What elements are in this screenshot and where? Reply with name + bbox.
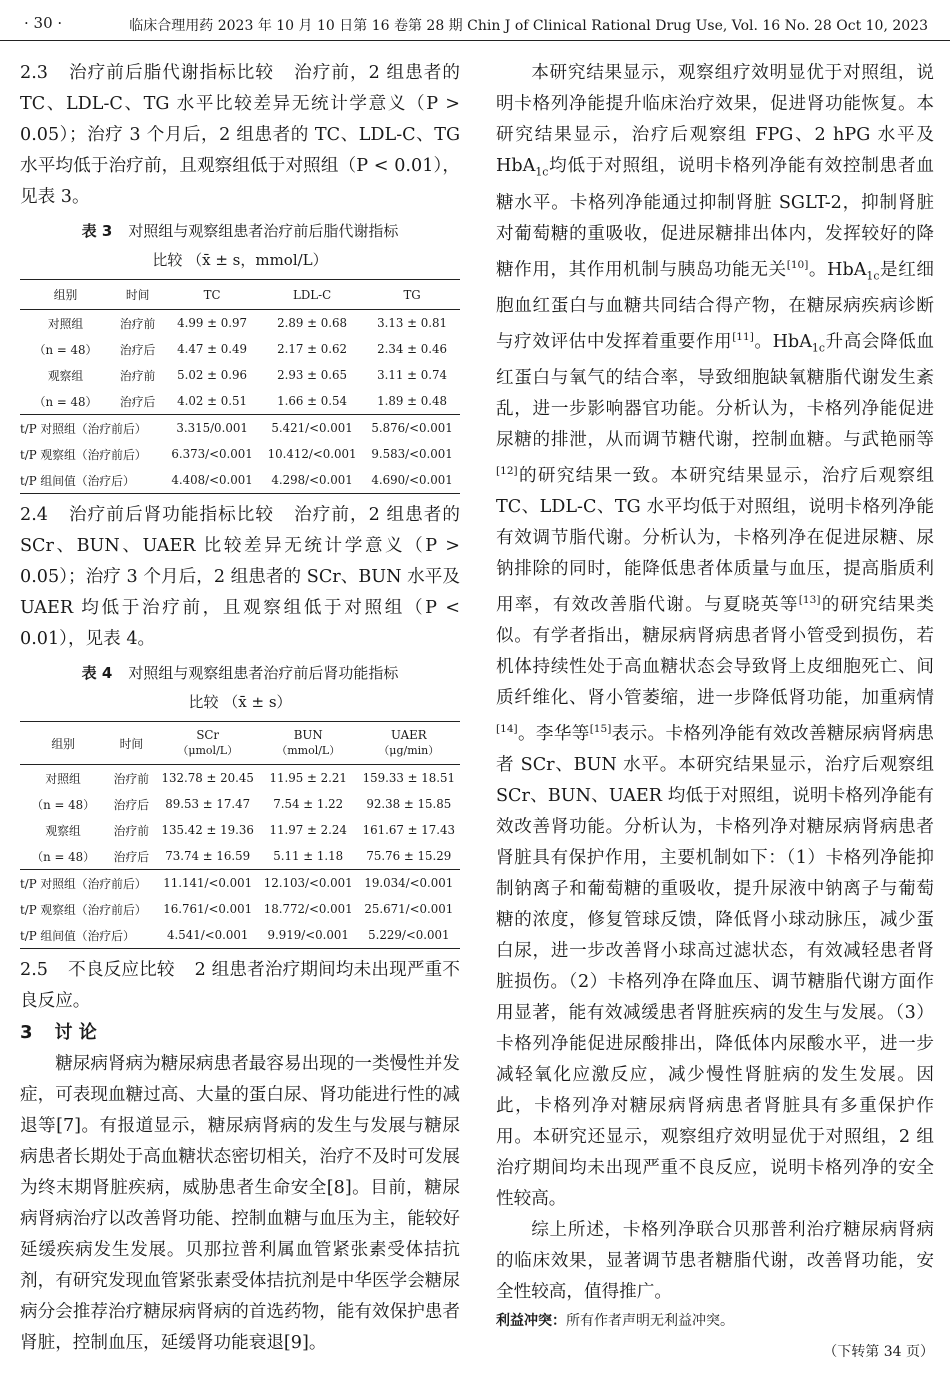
table-header: 时间 <box>106 722 156 765</box>
discussion-paragraph <box>496 58 934 1215</box>
table-cell: 75.76 ± 15.29 <box>366 849 452 863</box>
table-cell: 5.876/<0.001 <box>364 415 460 442</box>
table-cell: 3.11 ± 0.74 <box>377 368 448 382</box>
subscript: 1c <box>811 341 825 355</box>
table-row <box>20 310 460 337</box>
text-run: 表示。卡格列净能有效改善糖尿病肾病患者 SCr、BUN 水平。本研究结果显示，治疗后观察组 SCr、BUN、UAER 均低于对照组，说明卡格列净能有效改善肾功能。分析认为，卡格列净对糖尿病肾病患者肾脏具有保护作用，主要机制如下：（1）卡格列净能抑制钠离子和葡萄糖的重吸收，提升尿液中钠离子与葡萄糖的浓度，修复管球反馈，降低肾小球动脉压，减少蛋白尿，进一步改善肾小球高过滤状态，有效减轻患者肾脏损伤。（2）卡格列净在降血压、调节糖脂代谢方面作用显著，能有效减缓患者肾脏疾病的发生与发展。（3）卡格列净能促进尿酸排出，降低体内尿酸水平，进一步减轻氧化应激反应，减少慢性肾脏病的发生发展。因此，卡格列净对糖尿病肾病患者肾脏具有多重保护作用。本研究还显示，观察组疗效明显优于对照组，2 组治疗期间均未出现严重不良反应，说明卡格列净的安全性较高。 <box>496 723 934 1209</box>
table-header: LDL-C <box>260 280 364 310</box>
table-cell: 3.13 ± 0.81 <box>377 316 448 330</box>
citation: [11] <box>732 330 754 343</box>
text-run: 是红细胞血红蛋白与血糖共同结合得产物，在糖尿病疾病诊断与疗效评估中发挥着重要作用 <box>496 259 934 352</box>
section-2-5 <box>20 955 460 1017</box>
table-cell: t/P 对照组（治疗前后） <box>20 870 157 897</box>
table-row <box>20 791 460 817</box>
table-cell: 4.541/<0.001 <box>167 928 249 942</box>
table-cell: 25.671/<0.001 <box>364 902 454 916</box>
citation: [12] <box>496 465 518 478</box>
table-cell: 2.89 ± 0.68 <box>277 316 348 330</box>
section-text: 治疗前，2 组患者的 SCr、BUN、UAER 比较差异无统计学意义（P > 0.05）；治疗 3 个月后，2 组患者的 SCr、BUN 水平及 UAER 均低于治疗前，且观察组低于对照组（P < 0.01），见表 4。 <box>20 505 460 649</box>
table-cell: 10.412/<0.001 <box>267 447 357 461</box>
section-title: 讨 论 <box>54 1022 97 1043</box>
table-caption-line2: 比较 （x̄ ± s，mmol/L） <box>152 251 328 269</box>
column-name: SCr <box>196 728 220 742</box>
text-run: 的研究结果类似。有学者指出，糖尿病肾病患者肾小管受到损伤，若机体持续性处于高血糖状态会导致肾上皮细胞死亡、间质纤维化、肾小管萎缩，进一步降低肾功能，加重病情 <box>496 594 934 708</box>
table-cell: 治疗前 <box>113 771 150 786</box>
citation: [14] <box>496 722 518 735</box>
table-caption-line1: 对照组与观察组患者治疗前后肾功能指标 <box>128 664 399 682</box>
table-cell: 4.02 ± 0.51 <box>177 394 248 408</box>
table-row <box>20 896 460 922</box>
citation: [13] <box>798 594 821 607</box>
table-3-caption <box>20 217 460 275</box>
table-header: 组别 <box>20 722 106 765</box>
subscript: 1c <box>866 268 880 282</box>
table-row <box>20 415 460 442</box>
table-cell: t/P 观察组（治疗前后） <box>20 447 147 462</box>
table-cell: 治疗前 <box>119 316 156 331</box>
table-cell: 4.408/<0.001 <box>171 473 253 487</box>
table-cell: t/P 组间值（治疗后） <box>20 473 135 488</box>
section-2-4 <box>20 500 460 655</box>
table-cell: 18.772/<0.001 <box>263 902 353 916</box>
text-run: 。HbA <box>808 259 867 280</box>
table-header: 组别 <box>20 280 111 310</box>
table-cell: 治疗前 <box>119 368 156 383</box>
table-cell: 治疗后 <box>113 849 150 864</box>
section-2-3 <box>20 58 460 213</box>
section-text: 2 组患者治疗期间均未出现严重不良反应。 <box>20 960 460 1011</box>
discussion-paragraph: 糖尿病肾病为糖尿病患者最容易出现的一类慢性并发症，可表现血糖过高、大量的蛋白尿、肾功能进行性的减退等[7]。有报道显示，糖尿病肾病的发生与发展与糖尿病患者长期处于高血糖状态密切相关，治疗不及时可发展为终末期肾脏疾病，威胁患者生命安全[8]。目前，糖尿病肾病治疗以改善肾功能、控制血糖与血压为主，能较好延缓疾病发生发展。贝那拉普利属血管紧张素受体拮抗剂，有研究发现血管紧张素受体拮抗剂是中华医学会糖尿病分会推荐治疗糖尿病肾病的首选药物，能有效保护患者肾脏，控制血压，延缓肾功能衰退[9]。 <box>20 1054 460 1353</box>
table-cell: 19.034/<0.001 <box>358 870 460 897</box>
table-cell: 161.67 ± 17.43 <box>362 823 455 837</box>
right-column <box>496 58 934 1364</box>
table-cell: 对照组 <box>45 771 81 786</box>
table-row <box>20 817 460 843</box>
table-cell: 9.583/<0.001 <box>371 447 453 461</box>
citation: [10] <box>786 258 809 271</box>
section-number: 3 <box>20 1022 33 1043</box>
text-run: 本研究结果显示，观察组疗效明显优于对照组，说明卡格列净能提升临床治疗效果，促进肾功能恢复。本研究结果显示，治疗后观察组 FPG、2 hPG 水平及 HbA <box>496 63 934 176</box>
table-cell: 5.229/<0.001 <box>368 928 450 942</box>
page-number: · 30 · <box>24 14 63 32</box>
table-header: 时间 <box>111 280 164 310</box>
column-name: BUN <box>293 728 323 742</box>
table-cell: 4.47 ± 0.49 <box>177 342 248 356</box>
coi-text: 所有作者声明无利益冲突。 <box>566 1312 734 1329</box>
table-row <box>20 388 460 415</box>
text-run: 。李华等 <box>517 723 590 744</box>
table-4-caption <box>20 659 460 717</box>
conflict-of-interest <box>496 1308 934 1334</box>
table-header: TC <box>164 280 260 310</box>
table-caption-line2: 比较 （x̄ ± s） <box>188 693 292 711</box>
table-cell: （n = 48） <box>31 849 95 864</box>
column-unit: （mmol/L） <box>276 744 341 757</box>
table-cell: 对照组 <box>47 316 84 331</box>
table-cell: （n = 48） <box>33 342 98 357</box>
table-row <box>20 441 460 467</box>
table-cell: 观察组 <box>47 368 84 383</box>
table-row <box>20 467 460 494</box>
table-cell: 治疗前 <box>113 823 150 838</box>
citation: [15] <box>589 722 612 735</box>
text-run: 的研究结果一致。本研究结果显示，治疗后观察组 TC、LDL-C、TG 水平均低于对照组，说明卡格列净能有效调节脂代谢。分析认为，卡格列净在促进尿糖、尿钠排除的同时，能降低患者体质量与血压，提高脂质利用率，有效改善脂代谢。与夏晓英等 <box>496 466 934 615</box>
table-cell: （n = 48） <box>33 394 98 409</box>
table-cell: 治疗后 <box>119 342 156 357</box>
continued-note: （下转第 34 页） <box>823 1343 934 1360</box>
section-text: 治疗前，2 组患者的 TC、LDL-C、TG 水平比较差异无统计学意义（P > 0.05）；治疗 3 个月后，2 组患者的 TC、LDL-C、TG 水平均低于治疗前，且观察组低于对照组（P < 0.01），见表 3。 <box>20 63 460 207</box>
table-cell: 92.38 ± 15.85 <box>366 797 452 811</box>
table-cell: 2.93 ± 0.65 <box>277 368 348 382</box>
table-header <box>259 722 358 765</box>
column-name: UAER <box>390 728 427 742</box>
table-cell: 7.54 ± 1.22 <box>273 797 344 811</box>
coi-label: 利益冲突： <box>496 1312 566 1329</box>
table-cell: 1.89 ± 0.48 <box>377 394 448 408</box>
section-number: 2.5 <box>20 960 48 980</box>
table-cell: 2.17 ± 0.62 <box>277 342 348 356</box>
section-title: 不良反应比较 <box>67 960 175 980</box>
table-cell: 3.315/0.001 <box>164 415 260 442</box>
table-cell: 132.78 ± 20.45 <box>161 771 254 785</box>
column-unit: （μg/min） <box>378 744 440 757</box>
table-cell: t/P 对照组（治疗前后） <box>20 415 164 442</box>
table-cell: 159.33 ± 18.51 <box>362 771 455 785</box>
table-header: TG <box>364 280 460 310</box>
table-cell: （n = 48） <box>31 797 95 812</box>
table-cell: t/P 观察组（治疗前后） <box>20 902 147 917</box>
table-cell: t/P 组间值（治疗后） <box>20 928 135 943</box>
table-cell: 4.690/<0.001 <box>371 473 453 487</box>
text-run: 。HbA <box>753 331 812 352</box>
section-title: 治疗前后脂代谢指标比较 <box>67 63 275 83</box>
table-row <box>20 843 460 870</box>
table-cell: 治疗后 <box>113 797 150 812</box>
table-3 <box>20 279 460 494</box>
running-title: 临床合理用药 2023 年 10 月 10 日第 16 卷第 28 期 Chin J of Clinical Rational Drug Use, Vol. 16 No. 28 Oct 10, 2023 <box>129 18 928 34</box>
table-cell: 5.11 ± 1.18 <box>273 849 344 863</box>
section-number: 2.4 <box>20 505 48 525</box>
table-cell: 11.97 ± 2.24 <box>269 823 347 837</box>
table-cell: 观察组 <box>45 823 81 838</box>
table-row <box>20 922 460 949</box>
table-row <box>20 336 460 362</box>
table-label: 表 4 <box>81 664 113 682</box>
table-cell: 2.34 ± 0.46 <box>377 342 448 356</box>
section-title: 治疗前后肾功能指标比较 <box>67 505 275 525</box>
table-label: 表 3 <box>81 222 113 240</box>
page-header <box>0 0 950 41</box>
table-header <box>358 722 460 765</box>
conclusion-paragraph: 综上所述，卡格列净联合贝那普利治疗糖尿病肾病的临床效果，显著调节患者糖脂代谢，改善肾功能，安全性较高，值得推广。 <box>496 1219 934 1302</box>
table-row <box>20 362 460 388</box>
table-cell: 9.919/<0.001 <box>267 928 349 942</box>
table-cell: 4.298/<0.001 <box>271 473 353 487</box>
table-cell: 11.141/<0.001 <box>157 870 259 897</box>
text-run: 升高会降低血红蛋白与氧气的结合率，导致细胞缺氧糖脂代谢发生紊乱，进一步影响器官功能。分析认为，卡格列净能促进尿糖的排泄，从而调节糖代谢，控制血糖。与武艳丽等 <box>496 331 934 451</box>
table-cell: 12.103/<0.001 <box>259 870 358 897</box>
table-row <box>20 765 460 792</box>
table-cell: 73.74 ± 16.59 <box>165 849 251 863</box>
table-cell: 5.421/<0.001 <box>260 415 364 442</box>
column-unit: （μmol/L） <box>177 744 239 757</box>
table-cell: 135.42 ± 19.36 <box>161 823 254 837</box>
table-cell: 16.761/<0.001 <box>163 902 253 916</box>
section-3-heading <box>20 1017 460 1049</box>
text-run: 均低于对照组，说明卡格列净能有效控制患者血糖水平。卡格列净能通过抑制肾脏 SGLT-2，抑制肾脏对葡萄糖的重吸收，促进尿糖排出体内，发挥较好的降糖作用，其作用机制与胰岛功能无关 <box>496 156 934 280</box>
table-cell: 89.53 ± 17.47 <box>165 797 251 811</box>
table-cell: 5.02 ± 0.96 <box>177 368 248 382</box>
table-4 <box>20 721 460 949</box>
table-cell: 治疗后 <box>119 394 156 409</box>
subscript: 1c <box>535 165 549 179</box>
table-header <box>157 722 259 765</box>
table-row <box>20 870 460 897</box>
table-cell: 4.99 ± 0.97 <box>177 316 248 330</box>
table-caption-line1: 对照组与观察组患者治疗前后脂代谢指标 <box>128 222 399 240</box>
section-number: 2.3 <box>20 63 48 83</box>
table-cell: 11.95 ± 2.21 <box>269 771 347 785</box>
table-cell: 6.373/<0.001 <box>171 447 253 461</box>
left-column <box>20 58 460 1359</box>
table-cell: 1.66 ± 0.54 <box>277 394 348 408</box>
